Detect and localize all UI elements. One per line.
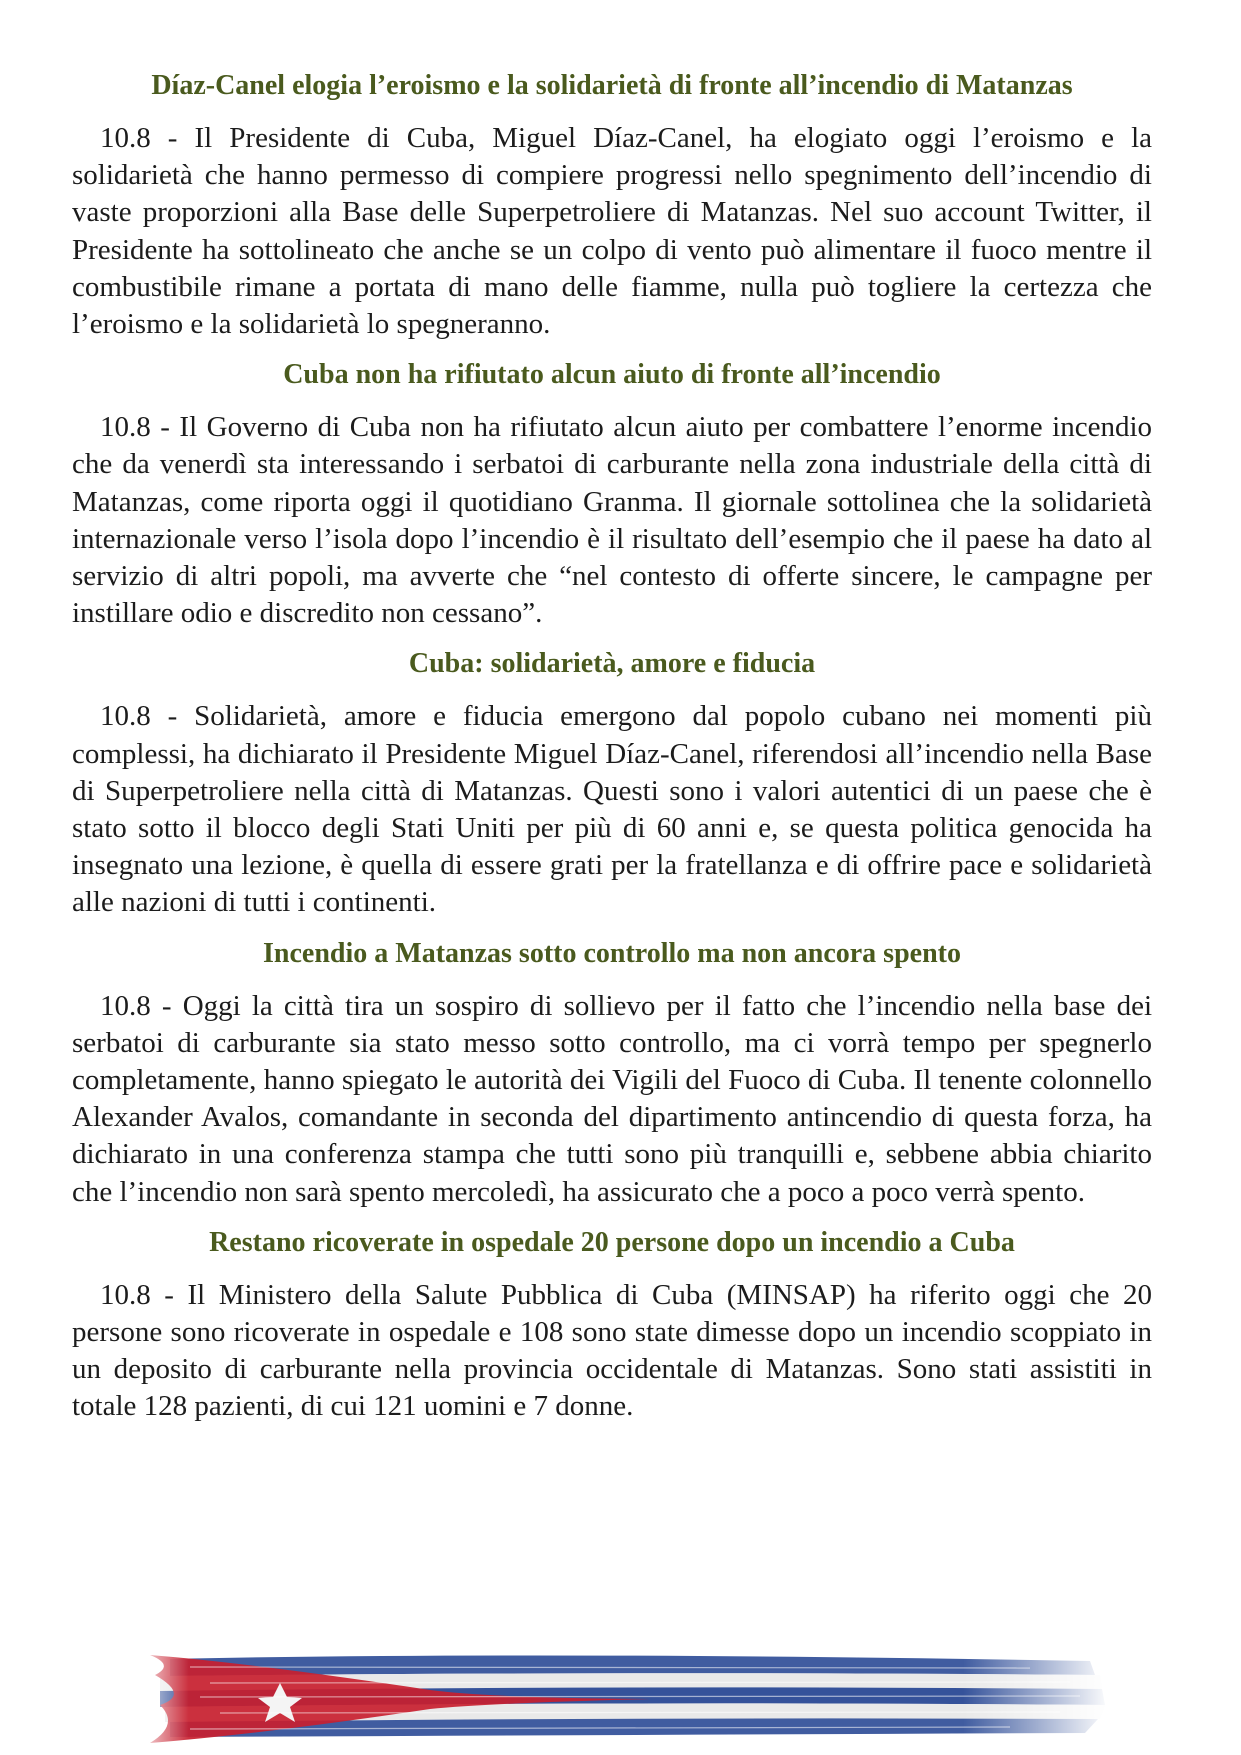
article-body: 10.8 - Il Presidente di Cuba, Miguel Díaz-Canel, ha elogiato oggi l’eroismo e la solidarietà che hanno permesso di compiere progressi nello spegnimento dell’incendio di vaste proporzioni alla Base delle Superpetroliere di Matanzas. Nel suo account Twitter, il Presidente ha sottolineato che anche se un colpo di vento può alimentare il fuoco mentre il combustibile rimane a portata di mano delle fiamme, nulla può togliere la certezza che l’eroismo e la solidarietà lo spegneranno. <box>72 122 1152 341</box>
article-body: 10.8 - Solidarietà, amore e fiducia emergono dal popolo cubano nei momenti più complessi, ha dichiarato il Presidente Miguel Díaz-Canel, riferendosi all’incendio nella Base di Superpetroliere nella città di Matanzas. Questi sono i valori autentici di un paese che è stato sotto il blocco degli Stati Uniti per più di 60 anni e, se questa politica genocida ha insegnato una lezione, è quella di essere grati per la fratellanza e di offrire pace e solidarietà alle nazioni di tutti i continenti. <box>72 700 1152 919</box>
article-body: 10.8 - Il Ministero della Salute Pubblica di Cuba (MINSAP) ha riferito oggi che 20 persone sono ricoverate in ospedale e 108 sono state dimesse dopo un incendio scoppiato in un deposito di carburante nella provincia occidentale di Matanzas. Sono stati assistiti in totale 128 pazienti, di cui 121 uomini e 7 donne. <box>72 1278 1152 1423</box>
fade-left <box>130 1645 1110 1750</box>
article-body: 10.8 - Il Governo di Cuba non ha rifiutato alcun aiuto per combattere l’enorme incendio che da venerdì sta interessando i serbatoi di carburante nella zona industriale della città di Matanzas, come riporta oggi il quotidiano Granma. Il giornale sottolinea che la solidarietà internazionale verso l’isola dopo l’incendio è il risultato dell’esempio che il paese ha dato al servizio di altri popoli, ma avverte che “nel contesto di offerte sincere, le campagne per instillare odio e discredito non cessano”. <box>72 411 1152 630</box>
article-title: Restano ricoverate in ospedale 20 persone dopo un incendio a Cuba <box>209 1226 1015 1258</box>
cuban-flag-icon <box>130 1645 1110 1750</box>
article-title: Cuba: solidarietà, amore e fiducia <box>408 648 816 680</box>
article <box>72 68 1152 343</box>
article <box>72 936 1152 1211</box>
article <box>72 1225 1152 1426</box>
article-title: Díaz-Canel elogia l’eroismo e la solidarietà di fronte all’incendio di Matanzas <box>151 70 1073 101</box>
article-body: 10.8 - Oggi la città tira un sospiro di sollievo per il fatto che l’incendio nella base dei serbatoi di carburante sia stato messo sotto controllo, ma ci vorrà tempo per spegnerlo completamente, hanno spiegato le autorità dei Vigili del Fuoco di Cuba. Il tenente colonnello Alexander Avalos, comandante in seconda del dipartimento antincendio di questa forza, ha dichiarato in una conferenza stampa che tutti sono più tranquilli e, sebbene abbia chiarito che l’incendio non sarà spento mercoledì, ha assicurato che a poco a poco verrà spento. <box>72 989 1152 1208</box>
document-page <box>72 68 1152 1440</box>
article-title: Incendio a Matanzas sotto controllo ma non ancora spento <box>263 937 961 969</box>
article-title: Cuba non ha rifiutato alcun aiuto di fronte all’incendio <box>283 359 941 391</box>
article <box>72 357 1152 632</box>
article <box>72 646 1152 921</box>
